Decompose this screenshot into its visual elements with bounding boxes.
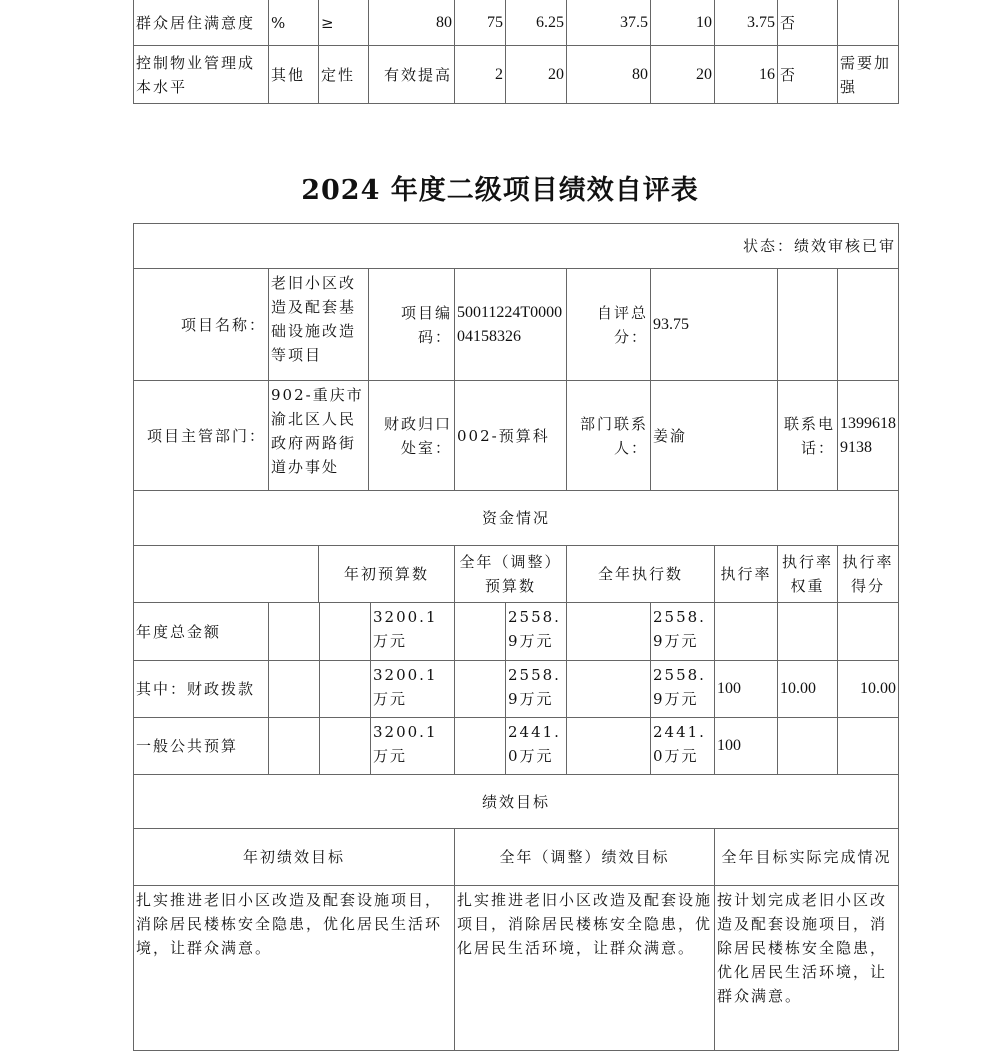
adjusted-goal-text-text: 扎实推进老旧小区改造及配套设施项目，消除居民楼栋安全隐患，优化居民生活环境，让群众满意。 <box>457 891 713 957</box>
funds-row-label <box>133 602 269 661</box>
top-cell-c10-text: 否 <box>780 65 798 84</box>
initial-goal-text-text: 扎实推进老旧小区改造及配套设施项目，消除居民楼栋安全隐患，优化居民生活环境，让群众满意。 <box>136 891 443 957</box>
office-label-text: 财政归口处室： <box>383 414 452 457</box>
funds-header-text: 全年执行数 <box>597 565 683 583</box>
project-code-value-text: 50011224T000004158326 <box>457 303 563 345</box>
initial-budget <box>370 660 455 718</box>
initial-budget-text: 3200.1 万元 <box>373 666 438 708</box>
rate-weight <box>777 660 838 718</box>
project-name-label <box>133 268 269 381</box>
top-cell-type-text: ≥ <box>321 13 336 32</box>
executed-amount-text: 2441.0万元 <box>653 723 706 765</box>
top-cell-c11-text: 需要加强 <box>840 53 892 96</box>
top-cell-c10 <box>777 45 838 104</box>
funds-row-label <box>133 660 269 718</box>
adjusted-budget-text: 2441.0万元 <box>508 723 561 765</box>
contact-label-text: 部门联系人： <box>579 414 648 457</box>
top-cell-c6-text: 20 <box>548 65 564 83</box>
top-cell-c7 <box>566 45 651 104</box>
goals-header <box>454 828 715 886</box>
top-cell-c8 <box>650 0 715 46</box>
empty-cell <box>566 717 651 775</box>
phone-label <box>777 380 838 491</box>
top-cell-type-text: 定性 <box>321 65 356 84</box>
empty-cell <box>319 717 371 775</box>
top-cell-c9-text: 16 <box>759 65 775 83</box>
contact-label <box>566 380 651 491</box>
initial-budget <box>370 717 455 775</box>
top-cell-c5-text: 2 <box>495 65 503 83</box>
funds-row-label <box>133 717 269 775</box>
empty-cell <box>454 602 506 661</box>
empty-cell <box>268 660 320 718</box>
top-cell-c11 <box>837 0 899 46</box>
rate-score <box>837 602 899 661</box>
top-cell-unit <box>268 45 319 104</box>
empty-cell <box>566 602 651 661</box>
initial-budget <box>370 602 455 661</box>
initial-goal-text <box>133 885 455 1051</box>
top-cell-target-text: 有效提高 <box>383 65 452 84</box>
rate-weight <box>777 602 838 661</box>
top-cell-c9 <box>714 45 778 104</box>
executed-amount <box>650 602 715 661</box>
execution-rate-text: 100 <box>717 680 741 697</box>
top-cell-c11 <box>837 45 899 104</box>
funds-row-label-text: 一般公共预算 <box>136 737 239 755</box>
execution-rate-text: 100 <box>717 737 741 754</box>
rate-score <box>837 717 899 775</box>
project-name-value <box>268 268 369 381</box>
initial-budget-text: 3200.1 万元 <box>373 608 438 650</box>
top-cell-c8 <box>650 45 715 104</box>
empty-cell <box>837 268 899 381</box>
funds-header-text: 执行率权重 <box>781 553 833 595</box>
top-cell-c7-text: 80 <box>632 65 648 83</box>
adjusted-budget <box>505 717 567 775</box>
funds-header-text: 年初预算数 <box>343 565 429 583</box>
score-value <box>650 268 778 381</box>
top-cell-c7-text: 37.5 <box>620 13 648 31</box>
top-cell-c6 <box>505 45 567 104</box>
top-cell-unit-text: 其他 <box>271 65 306 84</box>
top-cell-c10-text: 否 <box>780 13 798 32</box>
top-cell-type <box>318 45 369 104</box>
project-name-value-text: 老旧小区改造及配套基础设施改造等项目 <box>271 274 357 364</box>
score-label <box>566 268 651 381</box>
rate-weight <box>777 717 838 775</box>
empty-cell <box>268 602 320 661</box>
goals-section-title <box>133 774 899 829</box>
funds-header <box>454 545 567 603</box>
dept-value <box>268 380 369 491</box>
top-cell-c10 <box>777 0 838 46</box>
execution-rate <box>714 660 778 718</box>
empty-cell <box>319 602 371 661</box>
top-cell-c5 <box>454 0 506 46</box>
funds-header <box>714 545 778 603</box>
adjusted-budget-text: 2558.9万元 <box>508 666 561 708</box>
phone-label-text: 联系电话： <box>783 414 835 457</box>
funds-header <box>837 545 899 603</box>
score-label-text: 自评总分： <box>596 303 648 346</box>
dept-value-text: 902-重庆市渝北区人民政府两路街道办事处 <box>271 386 364 476</box>
adjusted-budget-text: 2558.9万元 <box>508 608 561 650</box>
goals-header-text: 全年（调整）绩效目标 <box>499 848 670 866</box>
top-cell-type <box>318 0 369 46</box>
office-label <box>368 380 455 491</box>
goals-header <box>714 828 899 886</box>
empty-cell <box>133 545 319 603</box>
actual-completion-text <box>714 885 899 1051</box>
funds-row-label-text: 其中：财政拨款 <box>136 680 256 698</box>
top-cell-c5-text: 75 <box>487 13 503 31</box>
top-cell-c9-text: 3.75 <box>747 13 775 31</box>
empty-cell <box>566 660 651 718</box>
funds-header <box>318 545 455 603</box>
rate-score <box>837 660 899 718</box>
goals-section-title-text: 绩效目标 <box>481 792 550 811</box>
top-cell-indicator-text: 群众居住满意度 <box>136 13 256 32</box>
top-cell-c6-text: 6.25 <box>536 13 564 31</box>
top-cell-c7 <box>566 0 651 46</box>
executed-amount-text: 2558.9万元 <box>653 666 706 708</box>
score-value-text: 93.75 <box>653 315 689 333</box>
funds-header <box>566 545 715 603</box>
top-cell-target <box>368 0 455 46</box>
contact-value-text: 姜渝 <box>653 426 688 445</box>
funds-section-title-text: 资金情况 <box>481 509 550 527</box>
project-code-label <box>368 268 455 381</box>
page-title: 2024 年度二级项目绩效自评表 <box>301 175 699 206</box>
project-code-value <box>454 268 567 381</box>
funds-header-text: 执行率得分 <box>842 553 894 595</box>
top-cell-c5 <box>454 45 506 104</box>
phone-value-text: 13996189138 <box>840 414 896 456</box>
empty-cell <box>454 660 506 718</box>
status-text-text: 状态：绩效审核已审 <box>742 237 896 255</box>
executed-amount <box>650 717 715 775</box>
rate-weight-text: 10.00 <box>780 680 816 697</box>
funds-section-title <box>133 490 899 546</box>
executed-amount <box>650 660 715 718</box>
status-text <box>133 223 899 269</box>
phone-value <box>837 380 899 491</box>
top-cell-c9 <box>714 0 778 46</box>
project-name-label-text: 项目名称： <box>180 315 266 334</box>
adjusted-budget <box>505 660 567 718</box>
dept-label <box>133 380 269 491</box>
empty-cell <box>268 717 320 775</box>
executed-amount-text: 2558.9万元 <box>653 608 706 650</box>
contact-value <box>650 380 778 491</box>
top-cell-unit <box>268 0 319 46</box>
initial-budget-text: 3200.1 万元 <box>373 723 438 765</box>
actual-completion-text-text: 按计划完成老旧小区改造及配套设施项目，消除居民楼栋安全隐患，优化居民生活环境，让群众满意。 <box>717 891 888 1005</box>
dept-label-text: 项目主管部门： <box>146 426 266 445</box>
funds-header <box>777 545 838 603</box>
office-value-text: 002-预算科 <box>457 426 550 445</box>
top-cell-indicator-text: 控制物业管理成本水平 <box>136 53 256 96</box>
goals-header-text: 全年目标实际完成情况 <box>721 848 892 866</box>
rate-score-text: 10.00 <box>860 680 896 697</box>
top-cell-c8-text: 20 <box>696 65 712 83</box>
goals-header <box>133 828 455 886</box>
empty-cell <box>319 660 371 718</box>
project-code-label-text: 项目编码： <box>400 303 452 346</box>
empty-cell <box>454 717 506 775</box>
execution-rate <box>714 602 778 661</box>
top-cell-c8-text: 10 <box>696 13 712 31</box>
goals-header-text: 年初绩效目标 <box>242 848 345 866</box>
funds-header-text: 执行率 <box>720 565 772 583</box>
top-cell-indicator <box>133 0 269 46</box>
top-cell-indicator <box>133 45 269 104</box>
top-cell-unit-text: % <box>271 13 288 32</box>
execution-rate <box>714 717 778 775</box>
office-value <box>454 380 567 491</box>
top-cell-target <box>368 45 455 104</box>
empty-cell <box>777 268 838 381</box>
adjusted-goal-text <box>454 885 715 1051</box>
funds-row-label-text: 年度总金额 <box>136 622 222 641</box>
adjusted-budget <box>505 602 567 661</box>
funds-header-text: 全年（调整）预算数 <box>459 553 562 595</box>
top-cell-c6 <box>505 0 567 46</box>
top-cell-target-text: 80 <box>436 13 452 31</box>
